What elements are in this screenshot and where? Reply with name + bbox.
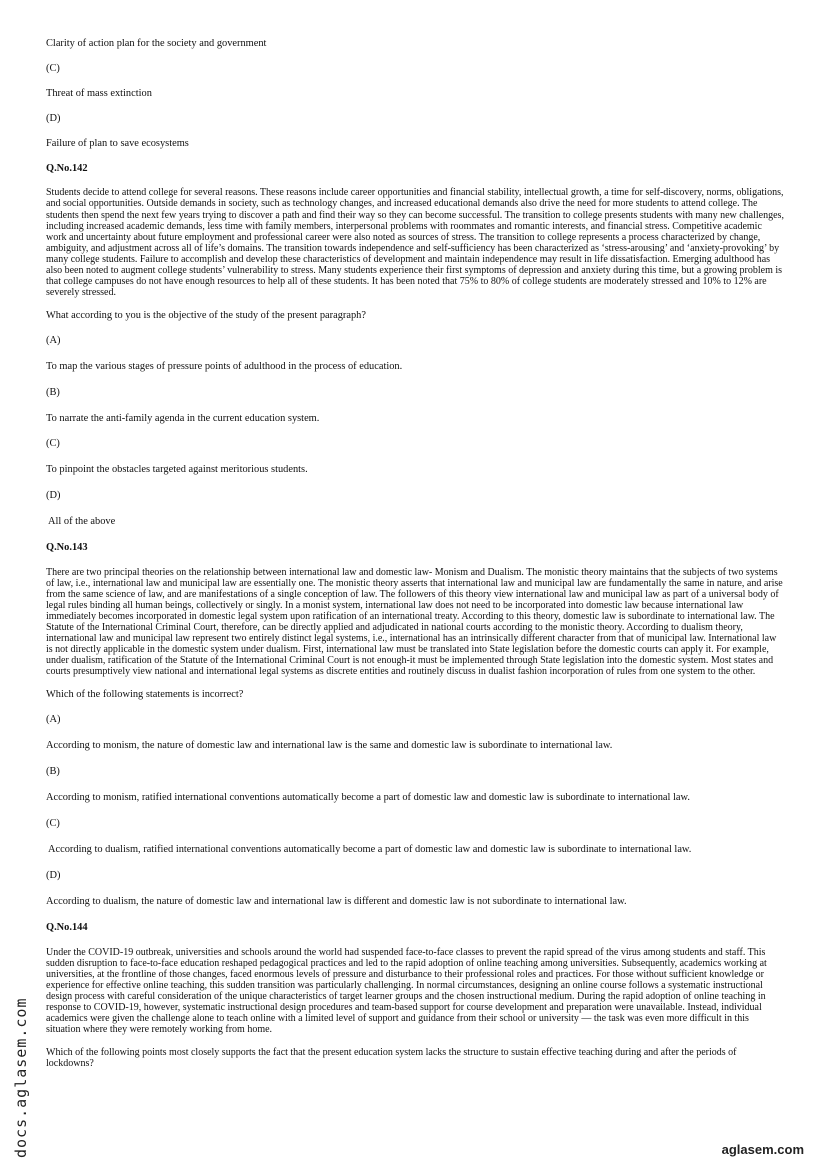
question-passage: Students decide to attend college for several reasons. These reasons include career opportunities and financial stability, intellectual growth, a time for self-discovery, norms, obligations, and social opportunities. Outside demands in society, such as technology changes, and increased educational demands also drive the need for more students to attend college. The students then spend the next few years trying to discover a path and find their way so they can become successful. The transition to college presents students with many new challenges, including increased academic demands, less time with family members, interpersonal problems with roommates and romantic interests, and financial stress. Competitive academic work and uncertainty about future employment and professional career were also noted as sources of stress. The transition to college represents a process characterized by change, ambiguity, and adjustment across all of life’s domains. The transition towards independence and self-sufficiency has been characterized as ‘stress-arousing’ and ‘anxiety-provoking’ by many college students. Failure to accomplish and develop these characteristics of development and maintain independence may result in life dissatisfaction. Emerging adulthood has also been noted to augment college students’ vulnerability to stress. Many students experience their first symptoms of depression and anxiety during this time, but a growing problem is that college campuses do not have enough resources to help all of these students. It has been noted that 75% to 80% of college students are moderately stressed and 10% to 12% are severely stressed. [46,187,784,298]
document-page [46,38,784,1081]
option-d-label: (D) [46,490,61,502]
option-d-text: Failure of plan to save ecosystems [46,137,189,149]
option-d-label: (D) [46,869,61,881]
question-prompt: What according to you is the objective of the study of the present paragraph? [46,309,366,321]
option-b-label: (B) [46,386,60,398]
option-a-text: To map the various stages of pressure points of adulthood in the process of education. [46,360,403,372]
option-a-label: (A) [46,714,61,726]
option-c-text: To pinpoint the obstacles targeted against meritorious students. [46,464,308,476]
side-watermark: docs.aglasem.com [12,997,30,1158]
option-c-text: According to dualism, ratified international conventions automatically become a part of domestic law and domestic law is subordinate to international law. [48,843,692,855]
option-b-text: To narrate the anti-family agenda in the current education system. [46,412,320,424]
question-number: Q.No.144 [46,921,88,933]
option-d-text: All of the above [48,516,116,528]
footer-watermark: aglasem.com [721,1142,804,1157]
option-c-label: (C) [46,438,60,450]
option-a-label: (A) [46,334,61,346]
option-a-text: According to monism, the nature of domestic law and international law is the same and domestic law is subordinate to international law. [46,740,613,752]
option-c-label: (C) [46,817,60,829]
option-d-text: According to dualism, the nature of domestic law and international law is different and domestic law is not subordinate to international law. [46,895,627,907]
option-d-label: (D) [46,112,61,124]
option-c-label: (C) [46,62,60,74]
option-b-text: Clarity of action plan for the society and government [46,38,267,49]
option-b-text: According to monism, ratified international conventions automatically become a part of domestic law and domestic law is subordinate to international law. [46,792,690,804]
question-prompt: Which of the following points most closely supports the fact that the present education system lacks the structure to sustain effective teaching during and after the periods of lockdowns? [46,1046,737,1069]
question-number: Q.No.143 [46,542,88,554]
option-c-text: Threat of mass extinction [46,87,152,99]
question-passage: Under the COVID-19 outbreak, universities and schools around the world had suspended face-to-face classes to prevent the rapid spread of the virus among students and staff. This sudden disruption to face-to-face education reshaped pedagogical practices and led to the rapid adoption of online teaching among universities. Subsequently, academics working at universities, at the frontline of those changes, faced enormous levels of pressure and disturbance to their professional roles and practices. For those without sufficient knowledge or experience for effective online teaching, this sudden transition was particularly challenging. In normal circumstances, designing an online course follows a systematic instructional design process with careful consideration of the unique characteristics of target learner groups and the chosen instructional medium. During the rapid adoption of online teaching in response to COVID-19, however, systematic instructional design procedures and team-based support for course development and preparation were unavailable. Instead, individual academics were given the challenge alone to teach online with a limited level of support and guidance from their school or university — the task was even more difficult in this situation where they were remotely working from home. [46,946,767,1035]
option-b-label: (B) [46,766,60,778]
question-passage: There are two principal theories on the relationship between international law and domestic law- Monism and Dualism. The monistic theory maintains that the subjects of two systems of law, i.e., international law and municipal law are essentially one. The monistic theory asserts that international law and municipal law are fundamentally the same in nature, and arise from the same science of law, and are manifestations of a single conception of law. The followers of this theory view international law and municipal law as part of a universal body of legal rules binding all human beings, collectively or singly. In a monist system, international law does not need to be incorporated into domestic law because international law immediately becomes incorporated in domestic legal system upon ratification of an international treaty. According to this theory, domestic law is subordinate to international law. The Statute of the International Criminal Court, therefore, can be directly applied and adjudicated in national courts according to the monistic theory. According to dualism theory, international law and municipal law represent two entirely distinct legal systems, i.e., international has an intrinsically different character from that of municipal law. International law is not directly applicable in the domestic system under dualism. First, international law must be translated into State legislation before the domestic courts can apply it. For example, under dualism, ratification of the Statute of the International Criminal Court is not enough-it must be implemented through State legislation into the domestic system. Most states and courts presumptively view national and international legal systems as discrete entities and routinely discuss in dualist fashion incorporation of rules from one system to the other. [46,566,783,678]
question-prompt: Which of the following statements is incorrect? [46,689,244,701]
question-number: Q.No.142 [46,162,88,174]
